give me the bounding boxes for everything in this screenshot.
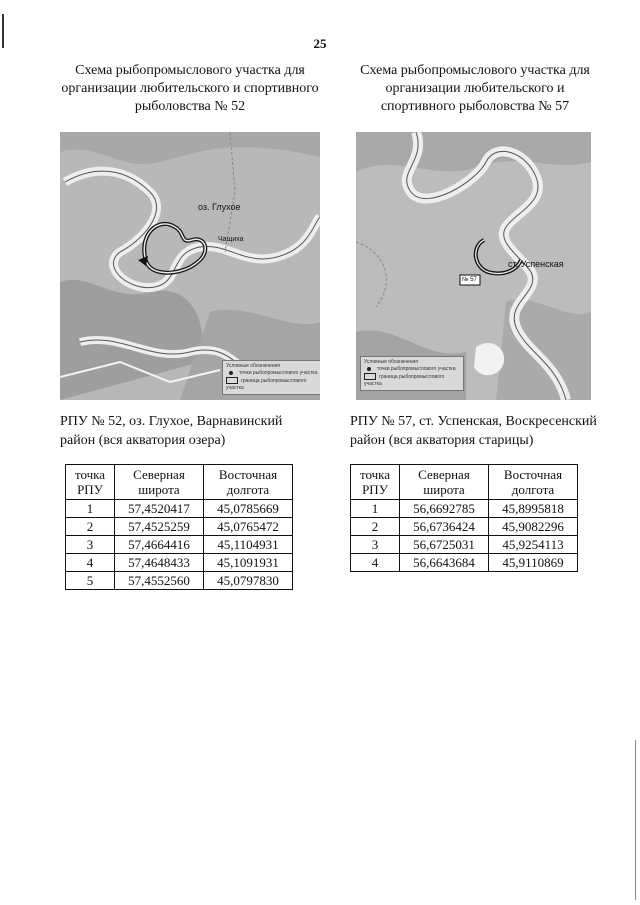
cell-latitude: 57,4648433 bbox=[115, 554, 204, 572]
scheme-title-57: Схема рыбопромыслового участка для организации любительского и спортивного рыболовства № 57 bbox=[360, 63, 590, 114]
cell-latitude: 57,4664416 bbox=[115, 536, 204, 554]
table-row bbox=[66, 572, 293, 590]
scan-edge-mark bbox=[635, 740, 636, 900]
header-latitude: Северная широта bbox=[115, 465, 204, 500]
legend-area-label: граница рыбопромыслового участка bbox=[364, 373, 445, 387]
table-header-row bbox=[351, 465, 578, 500]
table-row bbox=[351, 500, 578, 518]
coordinates-table-57 bbox=[350, 464, 578, 572]
cell-point: 4 bbox=[66, 554, 115, 572]
cell-point: 1 bbox=[66, 500, 115, 518]
header-latitude: Северная широта bbox=[400, 465, 489, 500]
scheme-title-52: Схема рыбопромыслового участка для организации любительского и спортивного рыболовства № 52 bbox=[61, 63, 319, 114]
cell-latitude: 56,6692785 bbox=[400, 500, 489, 518]
legend-area-label: граница рыбопромыслового участка bbox=[226, 377, 307, 391]
cell-latitude: 57,4552560 bbox=[115, 572, 204, 590]
legend-points-label: точки рыбопромыслового участка bbox=[377, 366, 456, 372]
cell-longitude: 45,9110869 bbox=[489, 554, 578, 572]
cell-longitude: 45,9082296 bbox=[489, 518, 578, 536]
legend-title: Условные обозначения bbox=[226, 363, 281, 369]
map-label-village: Чащиха bbox=[218, 236, 244, 243]
legend-title: Условные обозначения bbox=[364, 359, 419, 365]
point-marker-icon bbox=[229, 371, 233, 375]
table-row bbox=[66, 518, 293, 536]
caption-52: РПУ № 52, оз. Глухое, Варнавинский район (вся акватория озера) bbox=[60, 414, 283, 448]
table-row bbox=[351, 518, 578, 536]
cell-point: 1 bbox=[351, 500, 400, 518]
legend-row-points bbox=[226, 370, 318, 377]
page-number: 25 bbox=[313, 36, 327, 51]
cell-longitude: 45,8995818 bbox=[489, 500, 578, 518]
legend-row-area bbox=[364, 373, 460, 388]
cell-point: 4 bbox=[351, 554, 400, 572]
cell-longitude: 45,0765472 bbox=[204, 518, 293, 536]
right-column bbox=[350, 62, 600, 572]
area-boundary-icon bbox=[364, 373, 376, 380]
cell-longitude: 45,9254113 bbox=[489, 536, 578, 554]
table-header-row bbox=[66, 465, 293, 500]
table-body-57 bbox=[351, 500, 578, 572]
legend-row-area bbox=[226, 377, 318, 392]
header-point: точка РПУ bbox=[351, 465, 400, 500]
point-marker-icon bbox=[367, 367, 371, 371]
cell-longitude: 45,1091931 bbox=[204, 554, 293, 572]
table-row bbox=[66, 536, 293, 554]
cell-latitude: 56,6736424 bbox=[400, 518, 489, 536]
coordinates-table-52 bbox=[65, 464, 293, 590]
cell-latitude: 57,4525259 bbox=[115, 518, 204, 536]
map-label-box: № 57 bbox=[462, 277, 477, 283]
caption-57: РПУ № 57, ст. Успенская, Воскресенский район (вся акватория старицы) bbox=[350, 414, 597, 448]
map-52 bbox=[60, 132, 320, 400]
header-longitude: Восточная долгота bbox=[204, 465, 293, 500]
cell-point: 5 bbox=[66, 572, 115, 590]
left-column bbox=[60, 62, 320, 590]
header-longitude: Восточная долгота bbox=[489, 465, 578, 500]
legend-points-label: точки рыбопромыслового участка bbox=[239, 370, 318, 376]
cell-longitude: 45,0797830 bbox=[204, 572, 293, 590]
header-point: точка РПУ bbox=[66, 465, 115, 500]
area-boundary-icon bbox=[226, 377, 238, 384]
cell-latitude: 57,4520417 bbox=[115, 500, 204, 518]
cell-longitude: 45,0785669 bbox=[204, 500, 293, 518]
table-body-52 bbox=[66, 500, 293, 590]
table-row bbox=[351, 554, 578, 572]
table-row bbox=[351, 536, 578, 554]
cell-point: 3 bbox=[351, 536, 400, 554]
cell-longitude: 45,1104931 bbox=[204, 536, 293, 554]
map-label-station: ст. Успенская bbox=[508, 259, 564, 269]
table-row bbox=[66, 554, 293, 572]
table-row bbox=[66, 500, 293, 518]
cell-point: 2 bbox=[351, 518, 400, 536]
map-label-lake: оз. Глухое bbox=[198, 202, 241, 212]
cell-latitude: 56,6643684 bbox=[400, 554, 489, 572]
map-57 bbox=[356, 132, 591, 400]
legend-row-points bbox=[364, 366, 460, 373]
map-legend bbox=[222, 360, 320, 395]
cell-latitude: 56,6725031 bbox=[400, 536, 489, 554]
cell-point: 3 bbox=[66, 536, 115, 554]
map-legend bbox=[360, 356, 464, 391]
cell-point: 2 bbox=[66, 518, 115, 536]
